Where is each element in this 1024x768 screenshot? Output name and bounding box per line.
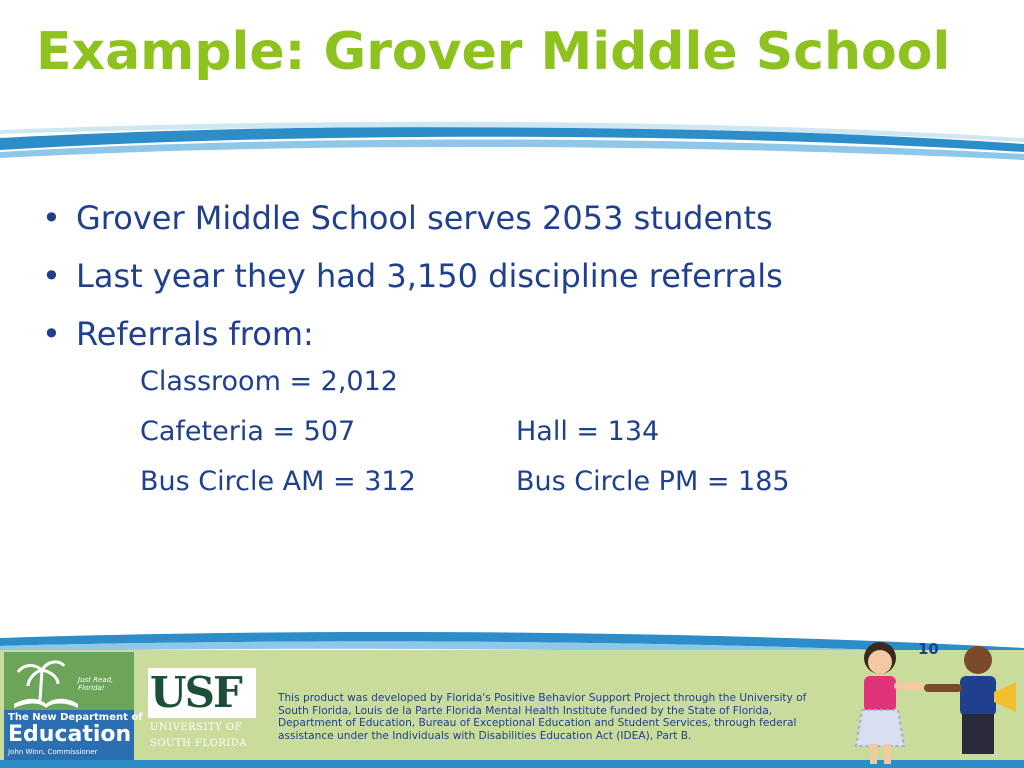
usf-mark: USF (148, 668, 256, 718)
hall-referrals: Hall = 134 (516, 416, 660, 447)
page-number: 10 (918, 640, 939, 658)
doe-name-line1: The New Department of (8, 712, 143, 723)
bullet-dot: • (42, 199, 61, 237)
children-illustration (846, 636, 1024, 768)
cafeteria-referrals: Cafeteria = 507 (140, 416, 356, 447)
usf-name-line1: UNIVERSITY OF (150, 722, 243, 733)
usf-logo (148, 668, 256, 752)
funding-disclaimer: This product was developed by Florida's Positive Behavior Support Project through the University of South Florida, Louis de la Parte Florida Mental Health Institute funded by the State of Florida, Department of Education, Bureau of Exceptional Education and Student Services, through federal assistance under the Individuals with Disabilities Education Act (IDEA), Part B. (278, 692, 807, 742)
megaphone-icon (994, 682, 1016, 712)
bullet-item: • Referrals from: (42, 312, 783, 370)
bullet-list (42, 196, 783, 370)
doe-name-line2: Education (8, 722, 132, 747)
bullet-dot: • (42, 315, 61, 353)
bus-am-referrals: Bus Circle AM = 312 (140, 466, 416, 497)
bullet-dot: • (42, 257, 61, 295)
bullet-item: • Grover Middle School serves 2053 students (42, 196, 783, 254)
classroom-referrals: Classroom = 2,012 (140, 366, 398, 397)
doe-commissioner: John Winn, Commissioner (8, 748, 98, 756)
usf-name-line2: SOUTH FLORIDA (150, 738, 248, 749)
doe-slogan: Just Read, Florida! (78, 676, 114, 692)
slide-title: Example: Grover Middle School (36, 22, 951, 82)
bus-pm-referrals: Bus Circle PM = 185 (516, 466, 790, 497)
header-swoosh (0, 118, 1024, 178)
bullet-item: • Last year they had 3,150 discipline referrals (42, 254, 783, 312)
